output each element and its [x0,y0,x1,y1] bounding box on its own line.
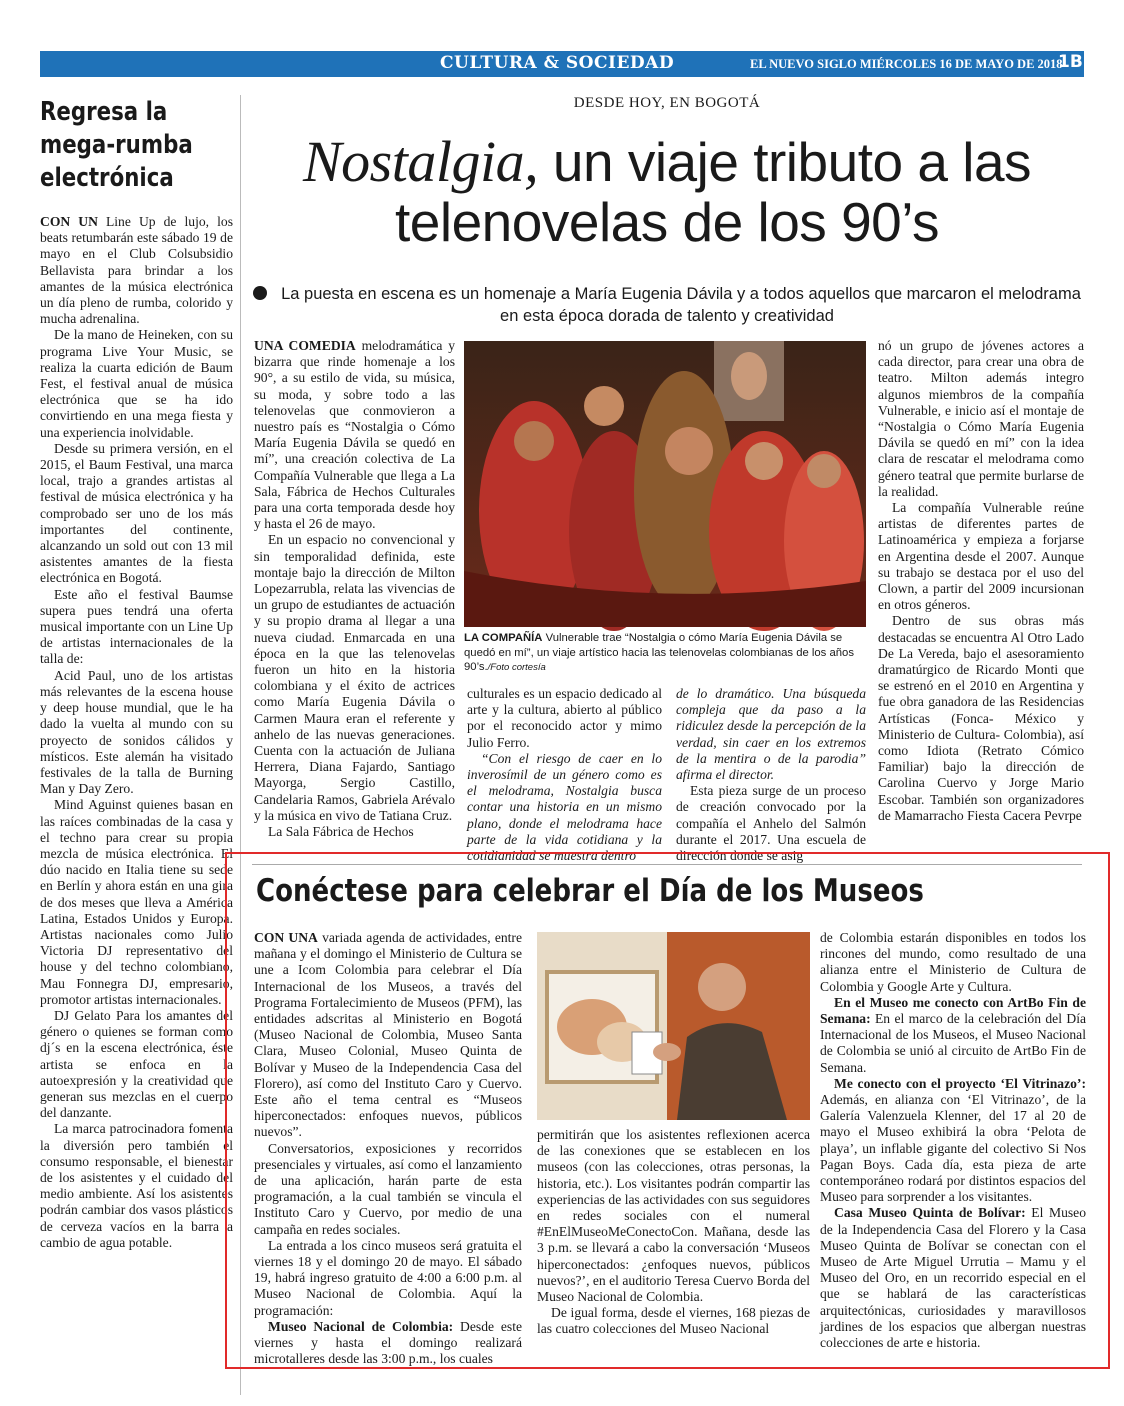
main-story-col-3 [676,686,866,864]
paragraph: El Museo de la Independencia Casa del Florero y la Casa Museo Quinta de Bolívar se conectan con el Museo de Arte Miguel Urrutia – Mamu y el Museo del Oro, en un recorrido especial en el que se hablará de las características arquitectónicas, curiosidades y maravillosos jardines de los espacios que albergan nuestras colecciones de arte e historia. [820,1205,1087,1351]
main-story-deck [250,283,1084,327]
museum-story-headline: Conéctese para celebrar el Día de los Museos [256,873,924,909]
paragraph: La entrada a los cinco museos será gratuita el viernes 18 y el domingo 20 de mayo. El sábado 19, habrá ingreso gratuito de 4:00 a 6:00 p.m. al Museo Nacional de Colombia. Aquí la programación: [254,1237,522,1318]
deck-text: La puesta en escena es un homenaje a María Eugenia Dávila y a todos aquellos que marcaron el melodrama en esta época dorada de talento y creatividad [281,285,1081,325]
main-story-col-2 [467,686,662,864]
museum-story-lead: CON UNA [254,930,318,945]
main-story-headline [250,129,1084,253]
paragraph: La marca patrocinadora fomenta la diversión pero también el consumo responsable, el bienestar de los asistentes y el cuidado del medio ambiente. Así los asistentes podrán cambiar dos vasos plásticos de cerveza vacíos en la barra a cambio de agua potable. [40,1121,233,1250]
subhead-label: Me conecto con el proyecto ‘El Vitrinazo’: [834,1075,1086,1091]
paragraph: Mind Aguinst quienes basan en las raíces combinadas de la casa y el techno para crear su propia mezcla de música electrónica. El dúo nacido en Italia tiene su sede en Berlín y ahora están en una gira de dos meses que lleva a América Latina, Estados Unidos y Europa. Artistas nacionales como Julio Victoria DJ representativo del house y del techno colombiano, Mau Fonnegra DJ, empresario, promotor artistas internacionales. [40,797,233,1007]
paragraph: melodramática y bizarra que rinde homenaje a los 90°, a su estilo de vida, su música, su moda, y sobre todo a las telenovelas que conmovieron a nuestro país es “Nostalgia o Cómo María Eugenia Dávila se quedó en mí”, una creación colectiva de La Compañía Vulnerable que llega a La Sala, Fábrica de Hechos Culturales para una corta temporada desde hoy y hasta el 26 de mayo. [254,338,455,532]
left-story-body [40,214,233,1394]
museum-story-col-1 [254,930,523,1367]
theater-photo [464,341,866,627]
paragraph: En el marco de la celebración del Día Internacional de los Museos, el Museo Nacional de Colombia se unió al circuito de ArtBo Fin de Semana. [820,1011,1086,1075]
subhead-label: Museo Nacional de Colombia: [268,1318,454,1334]
left-story-lead: CON UN [40,214,98,229]
paragraph: Este año el festival Baumse supera pues tendrá una oferta musical importante con un Line Up de artistas internacionales de la talla de: [40,586,233,667]
museum-story-col-3 [820,930,1086,1358]
paragraph: Dentro de sus obras más destacadas se encuentra Al Otro Lado De La Vereda, bajo el asesoramiento dramatúrgico de Ricardo Monti que se estrenó en el 2010 en Argentina y fue obra ganadora de las Residencias Artísticas (Fonca- México y Ministerio de Cultura- Colombia), así como Idiota (Retrato Cómico Familiar) bajo la dirección de Carolina Cuervo y Jorge Mario Escobar. También son organizadores de Mamarracho Fiesta Cacera Pevrpe [878,613,1084,823]
paragraph: En un espacio no convencional y sin temporalidad definida, este montaje bajo la dirección de Milton Lopezarrubla, relata las vivencias de un grupo de estudiantes de actuación y su propio drama al llegar a una nueva ciudad. Enmarcada en una época en la que las telenovelas fueron un hito en la historia colombiana y el éxito de actrices como María Eugenia Dávila o Carmen Maura eran el referente y anhelo de las nuevas generaciones. Cuenta con la actuación de Juliana Herrera, Diana Fajardo, Santiago Mayorga, Sergio Castillo, Candelaria Ramos, Gabriela Arévalo y la música en vivo de Tatiana Cruz. [254,532,455,823]
headline-rest: un viaje tributo a las telenovelas de los 90’s [395,131,1032,253]
main-story-col-4 [878,338,1084,854]
paragraph: Line Up de lujo, los beats retumbarán este sábado 19 de mayo en el Club Colsubsidio Bellavista para brindar a los amantes de la música electrónica un día pleno de rumba, colorido y mucha adrenalina. [40,214,233,327]
caption-text: Vulnerable trae “Nostalgia o cómo María Eugenia Dávila se quedó en mí”, un viaje artístico hacia las telenovelas colombianas de los años 90’s. [464,632,854,673]
photo-caption [464,631,866,676]
paragraph: De la mano de Heineken, con su programa Live Your Music, se realiza la cuarta edición de Baum Fest, el festival anual de música electrónica que se ha ido convirtiendo en una mega fiesta y una experiencia inolvidable. [40,327,233,440]
subhead-label: Casa Museo Quinta de Bolívar: [834,1205,1026,1221]
header-date: EL NUEVO SIGLO MIÉRCOLES 16 DE MAYO DE 2018 [750,57,1063,71]
main-story-kicker: DESDE HOY, EN BOGOTÁ [573,95,761,111]
paragraph: Esta pieza surge de un proceso de creación convocado por la compañía el Anhelo del Salmón durante el 2017. Una escuela de dirección donde se asig [676,783,866,864]
paragraph: La compañía Vulnerable reúne artistas de diferentes partes de Latinoamérica y empieza a forjarse en Argentina desde el 2007. Aunque su trabajo se destaca por el uso del Clown, a partir del 2009 incursionan en otros géneros. [878,500,1084,613]
section-title: CULTURA & SOCIEDAD [440,53,675,73]
main-story-lead: UNA COMEDIA [254,338,356,353]
paragraph: Acid Paul, uno de los artistas más relevantes de la escena house y deep house mundial, que le ha dado la vuelta al mundo con su proyecto de sonidos cálidos y místicos. Este alemán ha visitado festivales de la talla de Burning Man y Day Zero. [40,667,233,797]
story-divider [252,864,1082,865]
paragraph: variada agenda de actividades, entre mañana y el domingo el Ministerio de Cultura se une a Icom Colombia para celebrar el Día Internacional de los Museos, a través del Programa Fortalecimiento de Museos (PFM), las entidades adscritas al Ministerio en Bogotá (Museo Nacional de Colombia, Museo Santa Clara, Museo Colonial, Museo Quinta de Bolívar y Museo de la Independencia Casa del Florero), así como del Instituto Caro y Cuervo. Este año el tema central es “Museos hiperconectados: enfoques nuevos, públicos nuevos”. [254,930,522,1140]
paragraph: de Colombia estarán disponibles en todos los rincones del mundo, como resultado de una alianza entre el Ministerio de Cultura de Colombia y Google Arte y Cultura. [820,930,1086,994]
paragraph: De igual forma, desde el viernes, 168 piezas de las cuatro colecciones del Museo Nacional [537,1305,810,1337]
paragraph: Desde su primera versión, en el 2015, el Baum Festival, una marca local, trajo a grandes artistas al festival de música electrónica y ha comprobado ser uno de los más importantes del continente, alcanzando un sold out con 13 mil asistentes amantes de la fiesta electrónica en Bogotá. [40,440,233,586]
caption-lead: LA COMPAÑÍA [464,632,543,644]
paragraph: La Sala Fábrica de Hechos [268,824,414,840]
paragraph: Además, en alianza con ‘El Vitrinazo’, de la Galería Valenzuela Klenner, del 17 al 20 de mayo el Museo exhibirá la obra ‘Pelota de playa’, un inflable gigante del colectivo Si Nos Pagan Boys. Cada día, esta pieza de arte contemporáneo rodará por distintos espacios del Museo para sorprender a los visitantes. [820,1092,1086,1205]
paragraph: culturales es un espacio dedicado al arte y la cultura, abierto al público por el reconocido actor y mimo Julio Ferro. [467,686,662,750]
page-number: 1B [1058,52,1083,72]
subhead-label: En el Museo me conecto con ArtBo Fin de Semana: [820,994,1086,1027]
main-story-col-1 [254,338,455,854]
museum-photo [537,932,810,1120]
paragraph: nó un grupo de jóvenes actores a cada director, para crear una obra de teatro. Milton además integro algunos miembros de la compañía Vulnerable, e inicio así el montaje de “Nostalgia o Cómo María Eugenia Dávila se quedó en mí” con la idea clara de rescatar el melodrama como género teatral que permite burlarse de la realidad. [878,338,1084,499]
paragraph: DJ Gelato Para los amantes del género o quienes se forman como dj´s en la escena electrónica, éste artista se enfoca en la autoexpresión y la creatividad que generan sus mezclas en el cuerpo del danzante. [40,1007,233,1121]
paragraph: permitirán que los asistentes reflexionen acerca de las conexiones que se establecen en los museos (con las colecciones, otras personas, la historia, etc.). Los visitantes podrán compartir las experiencias de las actividades con sus seguidores en redes sociales con el numeral #EnElMuseoMeConectoCon. Mañana, desde las 3 p.m. se llevará a cabo la conversación ‘Museos hiperconectados: ¿enfoques nuevos, públicos nuevos?’, en el auditorio Teresa Cuervo Borda del Museo Nacional de Colombia. [537,1127,810,1305]
headline-italic: Nostalgia, [302,129,539,194]
quote-paragraph: “Con el riesgo de caer en lo inverosímil de un género como es el melodrama, Nostalgia busca contar una historia en un mismo plano, donde el melodrama hace parte de la vida cotidiana y la cotidianidad se muestra dentro [467,750,662,864]
quote-paragraph: de lo dramático. Una búsqueda compleja que da paso a la ridiculez desde la percepción de la verdad, sin caer en los extremos de la mentira o de la parodia” afirma el director. [676,686,866,783]
left-story-headline: Regresa la mega-rumba electrónica [40,97,193,193]
paragraph: Desde este viernes y hasta el domingo realizará microtalleres desde las 3:00 p.m., los cuales [254,1318,523,1367]
paragraph: Conversatorios, exposiciones y recorridos presenciales y virtuales, así como el lanzamiento de una aplicación, harán parte de esta programación, a la cual también se vincula el Instituto Caro y Cuervo, por medio de una campaña en redes sociales. [254,1140,522,1237]
photo-credit: /Foto cortesía [487,662,546,673]
museum-story-col-2 [537,1127,810,1358]
bullet-icon [253,286,267,300]
